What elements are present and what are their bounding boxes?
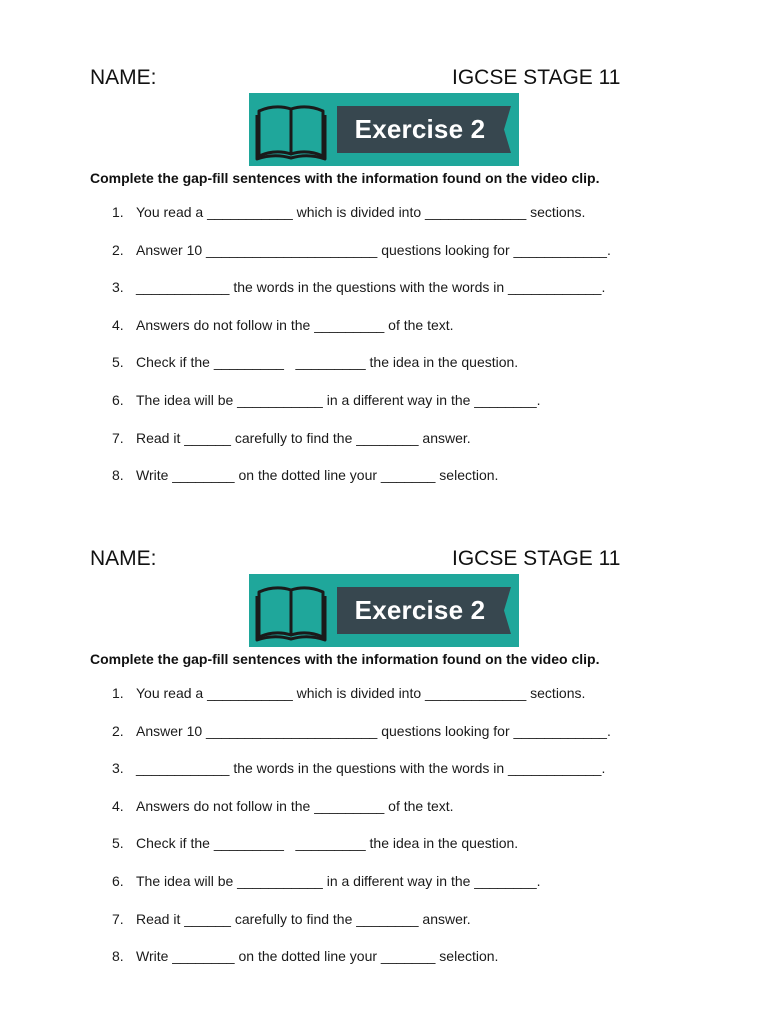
question-item [0, 871, 768, 909]
question-number: 5. [112, 354, 124, 371]
question-text: Write ________ on the dotted line your _______ selection. [136, 948, 499, 965]
question-item [0, 946, 768, 984]
question-text: You read a ___________ which is divided into _____________ sections. [136, 685, 586, 701]
question-number: 2. [112, 241, 124, 258]
instructions: Complete the gap-fill sentences with the information found on the video clip. [90, 170, 600, 186]
question-list [0, 202, 768, 503]
stage-label: IGCSE STAGE 11 [452, 547, 621, 570]
question-text: Answers do not follow in the _________ of the text. [136, 316, 454, 333]
question-item [0, 833, 768, 871]
question-number: 2. [112, 722, 124, 739]
question-text: Write ________ on the dotted line your _______ selection. [136, 467, 499, 484]
question-number: 4. [112, 316, 124, 333]
question-item [0, 721, 768, 759]
question-item [0, 240, 768, 278]
question-text: Check if the _________ _________ the idea in the question. [136, 354, 519, 371]
question-text: Check if the _________ _________ the idea in the question. [136, 835, 519, 852]
question-number: 3. [112, 760, 124, 777]
question-item [0, 758, 768, 796]
question-text: ____________ the words in the questions with the words in ____________. [136, 760, 606, 777]
question-item [0, 428, 768, 466]
name-label: NAME: [90, 66, 157, 89]
question-number: 7. [112, 910, 124, 927]
question-item [0, 277, 768, 315]
banner-title: Exercise 2 [354, 595, 486, 625]
exercise-banner [249, 574, 519, 647]
question-number: 1. [112, 204, 124, 220]
question-list [0, 683, 768, 984]
question-item [0, 909, 768, 947]
question-text: Read it ______ carefully to find the ________ answer. [136, 910, 471, 927]
question-number: 1. [112, 685, 124, 701]
question-item [0, 796, 768, 834]
question-item [0, 683, 768, 721]
question-text: Read it ______ carefully to find the ________ answer. [136, 429, 471, 446]
question-text: You read a ___________ which is divided into _____________ sections. [136, 204, 586, 220]
question-item [0, 315, 768, 353]
instructions: Complete the gap-fill sentences with the information found on the video clip. [90, 651, 600, 667]
question-number: 6. [112, 872, 124, 889]
question-number: 3. [112, 279, 124, 296]
question-number: 7. [112, 429, 124, 446]
question-text: The idea will be ___________ in a different way in the ________. [136, 872, 541, 889]
stage-label: IGCSE STAGE 11 [452, 66, 621, 89]
question-text: The idea will be ___________ in a different way in the ________. [136, 391, 541, 408]
question-text: Answer 10 ______________________ questions looking for ____________. [136, 722, 611, 739]
question-number: 4. [112, 797, 124, 814]
question-number: 8. [112, 948, 124, 965]
worksheet-section-2 [0, 547, 768, 1017]
exercise-banner [249, 93, 519, 166]
question-item [0, 202, 768, 240]
banner-title: Exercise 2 [354, 114, 486, 144]
question-text: Answer 10 ______________________ questions looking for ____________. [136, 241, 611, 258]
question-item [0, 390, 768, 428]
question-number: 5. [112, 835, 124, 852]
worksheet-section-1 [0, 66, 768, 536]
question-item [0, 465, 768, 503]
question-number: 8. [112, 467, 124, 484]
question-text: ____________ the words in the questions with the words in ____________. [136, 279, 606, 296]
question-item [0, 352, 768, 390]
question-text: Answers do not follow in the _________ of the text. [136, 797, 454, 814]
name-label: NAME: [90, 547, 157, 570]
question-number: 6. [112, 391, 124, 408]
